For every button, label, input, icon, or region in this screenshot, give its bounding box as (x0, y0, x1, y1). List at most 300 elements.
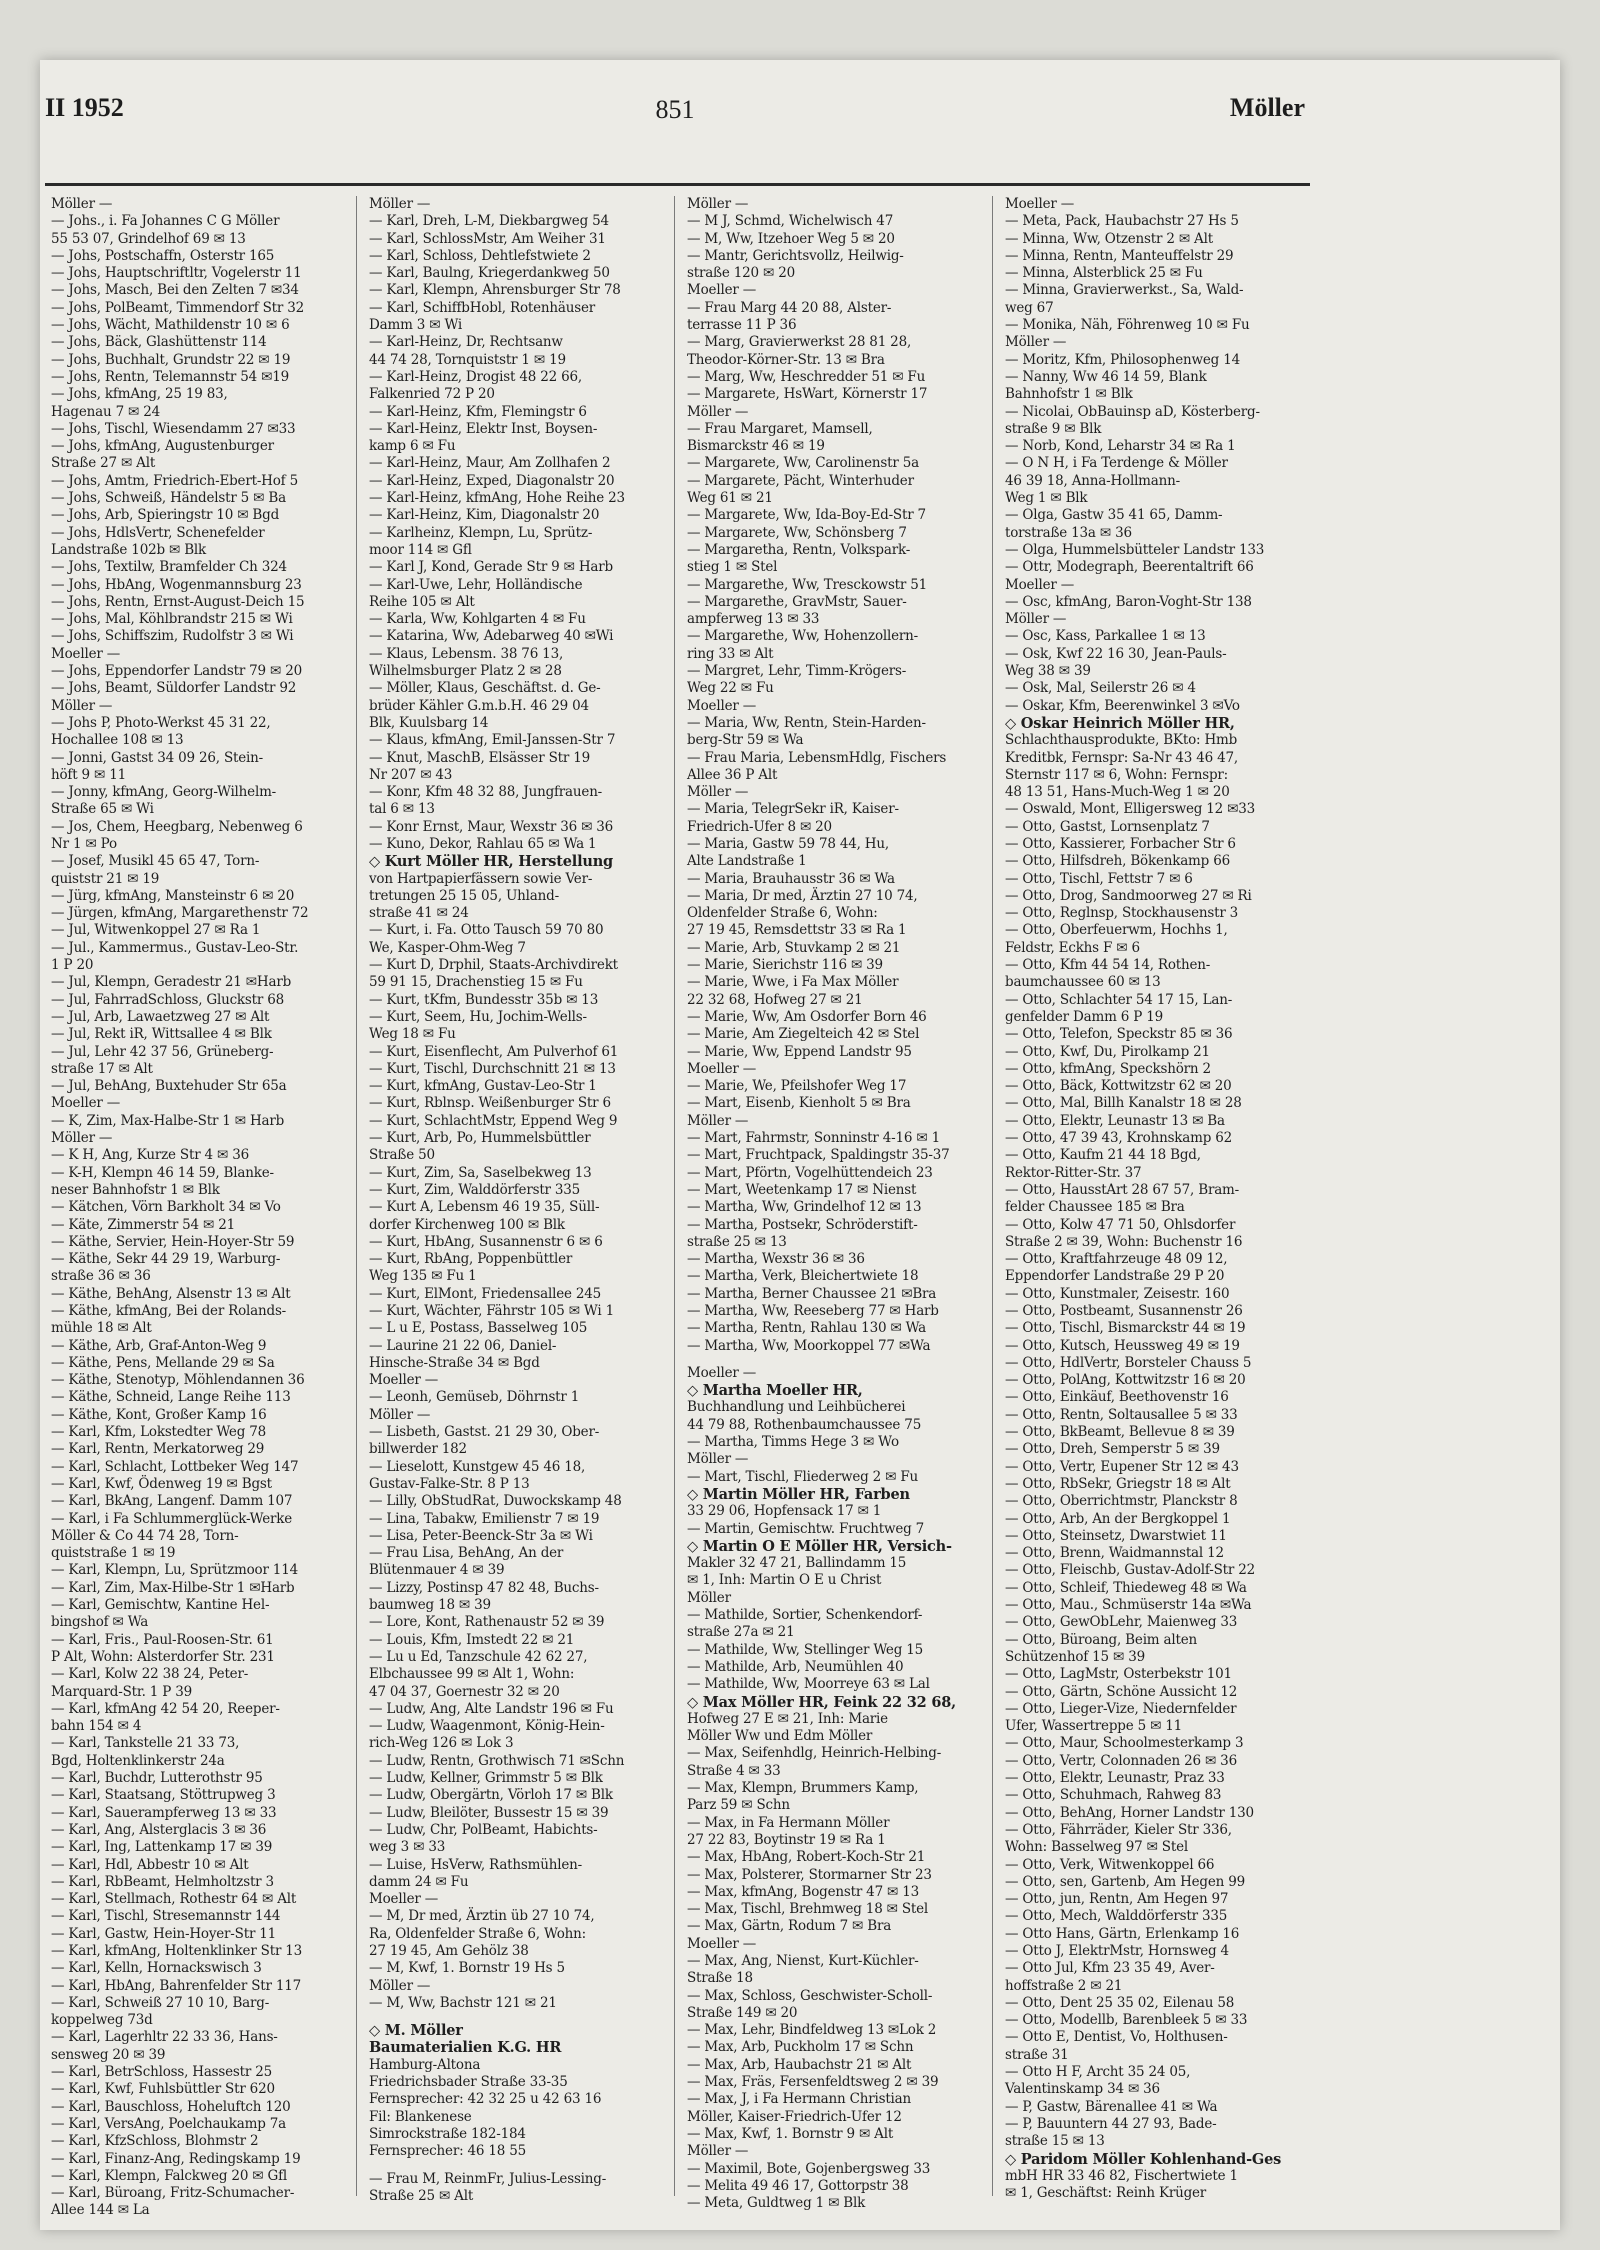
directory-entry: — Marie, Wwe, i Fa Max Möller (687, 974, 899, 991)
directory-entry: — Johs, Schiffszim, Rudolfstr 3 ✉ Wi (51, 628, 294, 645)
directory-entry: — Maria, Ww, Rentn, Stein-Harden- (687, 714, 926, 731)
directory-entry: Landstraße 102b ✉ Blk (51, 541, 207, 558)
directory-entry: — M, Ww, Bachstr 121 ✉ 21 (369, 1994, 557, 2011)
directory-entry: — Frau M, ReinmFr, Julius-Lessing- (369, 2170, 607, 2187)
directory-entry: — Otto Hans, Gärtn, Erlenkamp 16 (1005, 1925, 1240, 1942)
directory-entry: bahn 154 ✉ 4 (51, 1718, 142, 1735)
directory-entry: Ufer, Wassertreppe 5 ✉ 11 (1005, 1718, 1183, 1735)
directory-entry: — Karl, Schlacht, Lottbeker Weg 147 (51, 1458, 299, 1475)
directory-entry: Weg 18 ✉ Fu (369, 1026, 456, 1043)
directory-entry: Theodor-Körner-Str. 13 ✉ Bra (687, 351, 885, 368)
directory-entry: straße 120 ✉ 20 (687, 265, 795, 282)
directory-entry: — Käthe, Sekr 44 29 19, Warburg- (51, 1251, 281, 1268)
directory-entry: — Max, Tischl, Brehmweg 18 ✉ Stel (687, 1901, 929, 1918)
directory-entry: — Otto, Kraftfahrzeuge 48 09 12, (1005, 1251, 1228, 1268)
directory-entry: — Johs, Bäck, Glashüttenstr 114 (51, 334, 267, 351)
directory-entry: — Karl-Heinz, Kim, Diagonalstr 20 (369, 507, 600, 524)
directory-entry: — Max, J, i Fa Hermann Christian (687, 2091, 912, 2108)
directory-entry: — Kurt, Zim, Sa, Saselbekweg 13 (369, 1164, 592, 1181)
directory-entry: — Karl, SchlossMstr, Am Weiher 31 (369, 230, 606, 247)
directory-entry: — Käthe, Arb, Graf-Anton-Weg 9 (51, 1337, 267, 1354)
directory-entry: — Karla, Ww, Kohlgarten 4 ✉ Fu (369, 611, 586, 628)
directory-entry: Möller — (1005, 334, 1067, 351)
directory-entry: — Otto, Schleif, Thiedeweg 48 ✉ Wa (1005, 1579, 1247, 1596)
directory-entry: von Hartpapierfässern sowie Ver- (369, 870, 593, 887)
directory-entry: — Otto, Bäck, Kottwitzstr 62 ✉ 20 (1005, 1078, 1232, 1095)
directory-entry: — Mart, Pförtn, Vogelhüttendeich 23 (687, 1164, 933, 1181)
directory-entry: — Otto, Einkäuf, Beethovenstr 16 (1005, 1389, 1229, 1406)
directory-entry: — Margarete, Pächt, Winterhuder (687, 472, 914, 489)
directory-entry: — Kätchen, Vörn Barkholt 34 ✉ Vo (51, 1199, 281, 1216)
directory-entry: Hinsche-Straße 34 ✉ Bgd (369, 1354, 540, 1371)
directory-entry: Moeller — (687, 282, 757, 299)
directory-entry: — Jürg, kfmAng, Mansteinstr 6 ✉ 20 (51, 887, 295, 904)
directory-entry: Moeller — (51, 645, 121, 662)
directory-entry: genfelder Damm 6 P 19 (1005, 1008, 1164, 1025)
directory-entry: — Lieselott, Kunstgew 45 46 18, (369, 1458, 586, 1475)
directory-entry: — Otto, HdlVertr, Borsteler Chauss 5 (1005, 1354, 1252, 1371)
directory-entry: — Karl, Kfm, Lokstedter Weg 78 (51, 1424, 267, 1441)
directory-entry: ◇ Oskar Heinrich Möller HR, (1005, 714, 1235, 732)
directory-entry: Straße 4 ✉ 33 (687, 1762, 781, 1779)
directory-entry: Bgd, Holtenklinkerstr 24a (51, 1752, 225, 1769)
directory-entry: — Karl, Büroang, Fritz-Schumacher- (51, 2185, 295, 2202)
directory-entry: — Johs, Mal, Köhlbrandstr 215 ✉ Wi (51, 611, 293, 628)
directory-entry: kamp 6 ✉ Fu (369, 438, 456, 455)
directory-entry: — L u E, Postass, Basselweg 105 (369, 1320, 588, 1337)
directory-entry: Fernsprecher: 46 18 55 (369, 2143, 527, 2160)
directory-entry: — Karl-Heinz, Dr, Rechtsanw (369, 334, 563, 351)
directory-entry: — Kurt, ElMont, Friedensallee 245 (369, 1285, 602, 1302)
directory-entry: — Otto, Fleischb, Gustav-Adolf-Str 22 (1005, 1562, 1255, 1579)
directory-entry: — Otto, Brenn, Waidmannstal 12 (1005, 1545, 1224, 1562)
directory-entry: — Max, Arb, Haubachstr 21 ✉ Alt (687, 2056, 912, 2073)
directory-entry: — Kurt, kfmAng, Gustav-Leo-Str 1 (369, 1078, 597, 1095)
directory-entry: — M, Ww, Itzehoer Weg 5 ✉ 20 (687, 230, 895, 247)
directory-entry: Marquard-Str. 1 P 39 (51, 1683, 193, 1700)
directory-entry: — Oskar, Kfm, Beerenwinkel 3 ✉Vo (1005, 697, 1240, 714)
directory-entry: — Otto, Kwf, Du, Pirolkamp 21 (1005, 1043, 1210, 1060)
directory-entry: — Karl, kfmAng, Holtenklinker Str 13 (51, 1942, 303, 1959)
directory-entry: — Johs, HdlsVertr, Schenefelder (51, 524, 265, 541)
directory-entry: — Käthe, kfmAng, Bei der Rolands- (51, 1303, 287, 1319)
directory-entry: weg 3 ✉ 33 (369, 1839, 446, 1856)
directory-entry: Schlachthausprodukte, BKto: Hmb (1005, 732, 1238, 749)
directory-entry: Straße 2 ✉ 39, Wohn: Buchenstr 16 (1005, 1233, 1243, 1250)
directory-entry: Möller — (369, 196, 431, 212)
directory-entry: — Jonny, kfmAng, Georg-Wilhelm- (51, 784, 277, 801)
directory-entry: — Karl, Rentn, Merkatorweg 29 (51, 1441, 265, 1458)
directory-entry: — Kurt, SchlachtMstr, Eppend Weg 9 (369, 1112, 618, 1129)
directory-entry: Damm 3 ✉ Wi (369, 317, 463, 334)
directory-entry: — Max, Klempn, Brummers Kamp, (687, 1780, 919, 1797)
directory-entry: — Otto, Hilfsdreh, Bökenkamp 66 (1005, 853, 1230, 870)
directory-entry: — Karl, Dreh, L-M, Diekbargweg 54 (369, 213, 609, 230)
directory-entry: — Otto, Rentn, Soltausallee 5 ✉ 33 (1005, 1406, 1238, 1423)
directory-entry: — Mantr, Gerichtsvollz, Heilwig- (687, 247, 904, 264)
directory-entry: quiststraße 1 ✉ 19 (51, 1545, 176, 1562)
directory-entry: — Otto, Kfm 44 54 14, Rothen- (1005, 957, 1211, 974)
directory-entry: Straße 25 ✉ Alt (369, 2187, 474, 2204)
directory-entry: Valentinskamp 34 ✉ 36 (1005, 2081, 1160, 2098)
directory-entry: — Otto, Reglnsp, Stockhausenstr 3 (1005, 905, 1239, 922)
directory-entry: — Max, Polsterer, Stormarner Str 23 (687, 1866, 932, 1883)
directory-entry: 59 91 15, Drachenstieg 15 ✉ Fu (369, 974, 583, 991)
directory-entry: — Johs, Beamt, Süldorfer Landstr 92 (51, 680, 297, 697)
directory-entry: — Nicolai, ObBauinsp aD, Kösterberg- (1005, 403, 1260, 420)
directory-entry: — Karl, Schweiß 27 10 10, Barg- (51, 1994, 270, 2011)
directory-entry: höft 9 ✉ 11 (51, 766, 126, 783)
directory-entry: — Jos, Chem, Heegbarg, Nebenweg 6 (51, 818, 303, 835)
directory-entry: — Johs, Rentn, Telemannstr 54 ✉19 (51, 368, 290, 385)
directory-entry: Gustav-Falke-Str. 8 P 13 (369, 1475, 530, 1492)
directory-entry: — Frau Margaret, Mamsell, (687, 420, 873, 437)
directory-entry: — Otto, Mau., Schmüserstr 14a ✉Wa (1005, 1597, 1252, 1614)
directory-entry: — Otto, Elektr, Leunastr 13 ✉ Ba (1005, 1112, 1225, 1129)
directory-entry: mühle 18 ✉ Alt (51, 1320, 152, 1337)
directory-entry: — Meta, Guldtweg 1 ✉ Blk (687, 2195, 866, 2212)
directory-entry: — Johs, Textilw, Bramfelder Ch 324 (51, 559, 287, 576)
directory-entry: baumchaussee 60 ✉ 13 (1005, 974, 1161, 991)
directory-entry: — Otto J, ElektrMstr, Hornsweg 4 (1005, 1942, 1229, 1959)
directory-columns (45, 196, 1310, 2219)
directory-entry: — Maria, Dr med, Ärztin 27 10 74, (687, 887, 918, 904)
directory-entry: — Margarete, Ww, Carolinenstr 5a (687, 455, 919, 472)
directory-entry: — Kurt, Eisenflecht, Am Pulverhof 61 (369, 1043, 619, 1060)
directory-entry: — Otto, Schlachter 54 17 15, Lan- (1005, 991, 1233, 1008)
directory-entry: ampferweg 13 ✉ 33 (687, 611, 820, 628)
directory-entry: — Johs., i. Fa Johannes C G Möller (51, 213, 280, 230)
directory-entry: weg 67 (1005, 299, 1054, 316)
directory-entry: — Otto, Maur, Schoolmesterkamp 3 (1005, 1735, 1244, 1752)
directory-entry: — Lisbeth, Gastst. 21 29 30, Ober- (369, 1424, 600, 1441)
directory-entry: — Martha, Ww, Reeseberg 77 ✉ Harb (687, 1303, 939, 1319)
directory-entry: ◇ Martin Möller HR, Farben (687, 1485, 910, 1503)
volume-year: II 1952 (45, 93, 124, 122)
directory-entry: — Otto, Vertr, Eupener Str 12 ✉ 43 (1005, 1458, 1239, 1475)
directory-entry: Moeller — (1005, 196, 1075, 212)
directory-entry: — Ludw, Waagenmont, König-Hein- (369, 1718, 605, 1735)
directory-entry: Moeller — (687, 1364, 757, 1381)
directory-entry: straße 31 (1005, 2046, 1069, 2063)
directory-entry: ◇ M. Möller (369, 2022, 463, 2040)
directory-entry: Weg 135 ✉ Fu 1 (369, 1268, 477, 1285)
directory-entry: straße 41 ✉ 24 (369, 905, 469, 922)
directory-entry: — Otto, Schuhmach, Rahweg 83 (1005, 1787, 1222, 1804)
directory-entry: straße 27a ✉ 21 (687, 1624, 795, 1641)
directory-entry: hoffstraße 2 ✉ 21 (1005, 1977, 1123, 1994)
directory-entry: — Minna, Gravierwerkst., Sa, Wald- (1005, 282, 1244, 299)
directory-entry: — Karl-Uwe, Lehr, Holländische (369, 576, 583, 593)
directory-entry: — Kurt D, Drphil, Staats-Archivdirekt (369, 957, 618, 974)
directory-entry: 44 74 28, Tornquiststr 1 ✉ 19 (369, 351, 566, 368)
directory-entry (369, 2161, 668, 2171)
directory-entry: — Karl, Schloss, Dehtlefstwiete 2 (369, 247, 591, 264)
directory-entry: Moeller — (687, 1060, 757, 1077)
directory-entry: — Otto, Lieger-Vize, Niedernfelder (1005, 1700, 1237, 1717)
directory-entry: — Mart, Tischl, Fliederweg 2 ✉ Fu (687, 1468, 919, 1485)
directory-entry: Wohn: Basselweg 97 ✉ Stel (1005, 1839, 1188, 1856)
directory-entry: — Kurt, Rblnsp. Weißenburger Str 6 (369, 1095, 611, 1112)
directory-entry: — M, Kwf, 1. Bornstr 19 Hs 5 (369, 1960, 565, 1977)
directory-entry: Nr 207 ✉ 43 (369, 766, 453, 783)
directory-entry: moor 114 ✉ Gfl (369, 541, 472, 558)
directory-entry: — Margarete, HsWart, Körnerstr 17 (687, 386, 928, 403)
directory-entry: — Kurt, Arb, Po, Hummelsbüttler (369, 1130, 591, 1147)
directory-entry: — Otto, Kutsch, Heussweg 49 ✉ 19 (1005, 1337, 1240, 1354)
directory-entry: — Karl, Finanz-Ang, Redingskamp 19 (51, 2150, 301, 2167)
directory-entry: — Karl, i Fa Schlummerglück-Werke (51, 1510, 293, 1527)
directory-entry: — Mart, Eisenb, Kienholt 5 ✉ Bra (687, 1095, 911, 1112)
directory-entry: brüder Kähler G.m.b.H. 46 29 04 (369, 697, 589, 714)
directory-entry: — Karl, Baulng, Kriegerdankweg 50 (369, 265, 610, 282)
directory-entry: — O N H, i Fa Terdenge & Möller (1005, 455, 1228, 472)
directory-entry: — Max, HbAng, Robert-Koch-Str 21 (687, 1849, 926, 1866)
directory-entry: — Lisa, Peter-Beenck-Str 3a ✉ Wi (369, 1527, 593, 1544)
directory-entry: — Johs, Buchhalt, Grundstr 22 ✉ 19 (51, 351, 291, 368)
directory-entry: Möller — (687, 1451, 749, 1468)
directory-entry: — Karl, Staatsang, Stöttrupweg 3 (51, 1787, 276, 1804)
directory-entry: — Ottr, Modegraph, Beerentaltrift 66 (1005, 559, 1254, 576)
directory-entry: 27 19 45, Remsdettstr 33 ✉ Ra 1 (687, 922, 907, 939)
directory-entry: ring 33 ✉ Alt (687, 645, 774, 662)
directory-entry: — Margarethe, Ww, Tresckowstr 51 (687, 576, 928, 593)
directory-entry: — Max, kfmAng, Bogenstr 47 ✉ 13 (687, 1883, 920, 1900)
directory-entry: — Johs P, Photo-Werkst 45 31 22, (51, 714, 271, 731)
directory-entry: — Mathilde, Ww, Stellinger Weg 15 (687, 1641, 924, 1658)
directory-entry: — Johs, Eppendorfer Landstr 79 ✉ 20 (51, 663, 303, 680)
directory-entry: — Karl, Buchdr, Lutterothstr 95 (51, 1770, 263, 1787)
directory-entry: — Max, Arb, Puckholm 17 ✉ Schn (687, 2039, 914, 2056)
directory-entry: — Kurt, Seem, Hu, Jochim-Wells- (369, 1008, 587, 1025)
directory-entry: straße 17 ✉ Alt (51, 1060, 153, 1077)
directory-entry: — K, Zim, Max-Halbe-Str 1 ✉ Harb (51, 1112, 285, 1129)
directory-entry: — Klaus, Lebensm. 38 76 13, (369, 645, 564, 662)
directory-entry: Moeller — (369, 1372, 439, 1389)
directory-entry: — Otto, BkBeamt, Bellevue 8 ✉ 39 (1005, 1424, 1235, 1441)
directory-entry: — Karl, HbAng, Bahrenfelder Str 117 (51, 1977, 302, 1994)
directory-entry: stieg 1 ✉ Stel (687, 559, 778, 576)
directory-entry: torstraße 13a ✉ 36 (1005, 524, 1132, 541)
directory-entry: — Johs, Arb, Spieringstr 10 ✉ Bgd (51, 507, 280, 524)
directory-entry: straße 36 ✉ 36 (51, 1268, 151, 1285)
directory-entry: terrasse 11 P 36 (687, 317, 797, 334)
directory-entry: — Marie, Ww, Eppend Landstr 95 (687, 1043, 912, 1060)
directory-entry: — Otto, Dreh, Semperstr 5 ✉ 39 (1005, 1441, 1220, 1458)
directory-entry: — Max, Lehr, Bindfeldweg 13 ✉Lok 2 (687, 2022, 937, 2039)
directory-entry: — Osc, kfmAng, Baron-Voght-Str 138 (1005, 593, 1252, 610)
directory-entry: — Otto, Dent 25 35 02, Eilenau 58 (1005, 1994, 1235, 2011)
directory-entry: — Luise, HsVerw, Rathsmühlen- (369, 1856, 582, 1873)
directory-entry: — Jonni, Gastst 34 09 26, Stein- (51, 749, 263, 766)
directory-entry: — Jul., Kammermus., Gustav-Leo-Str. (51, 939, 299, 956)
directory-entry: — Otto, Gastst, Lornsenplatz 7 (1005, 818, 1210, 835)
directory-entry: — Otto, Verk, Witwenkoppel 66 (1005, 1856, 1215, 1873)
page-number: 851 (655, 95, 695, 124)
directory-entry: We, Kasper-Ohm-Weg 7 (369, 939, 526, 956)
directory-entry: — Laurine 21 22 06, Daniel- (369, 1337, 557, 1354)
directory-entry: — Johs, Wächt, Mathildenstr 10 ✉ 6 (51, 317, 290, 334)
directory-entry: Alte Landstraße 1 (687, 853, 807, 870)
directory-entry: Sternstr 117 ✉ 6, Wohn: Fernspr: (1005, 766, 1228, 783)
directory-entry: — Karlheinz, Klempn, Lu, Sprütz- (369, 524, 593, 541)
directory-entry: tretungen 25 15 05, Uhland- (369, 887, 559, 904)
directory-entry: — Mart, Fruchtpack, Spaldingstr 35-37 (687, 1147, 950, 1164)
directory-entry: Blk, Kuulsbarg 14 (369, 714, 489, 731)
directory-entry: straße 25 ✉ 13 (687, 1233, 787, 1250)
directory-entry: — Martha, Wexstr 36 ✉ 36 (687, 1251, 865, 1268)
directory-entry: — Johs, kfmAng, Augustenburger (51, 438, 274, 455)
running-title: Möller (1229, 93, 1305, 122)
directory-entry: — Johs, Schweiß, Händelstr 5 ✉ Ba (51, 490, 286, 507)
directory-entry: — Johs, PolBeamt, Timmendorf Str 32 (51, 299, 305, 316)
directory-entry: 55 53 07, Grindelhof 69 ✉ 13 (51, 230, 246, 247)
column-3 (681, 196, 993, 2212)
directory-entry: — Marie, Sierichstr 116 ✉ 39 (687, 957, 883, 974)
directory-entry: sensweg 20 ✉ 39 (51, 2046, 166, 2063)
directory-entry: neser Bahnhofstr 1 ✉ Blk (51, 1181, 220, 1198)
directory-entry: — Kurt, tKfm, Bundesstr 35b ✉ 13 (369, 991, 599, 1008)
directory-entry: Hofweg 27 E ✉ 21, Inh: Marie (687, 1710, 888, 1727)
directory-entry: ◇ Kurt Möller HR, Herstellung (369, 853, 613, 871)
directory-entry (687, 1355, 986, 1365)
directory-entry: ✉ 1, Inh: Martin O E u Christ (687, 1572, 882, 1589)
directory-entry: — Konr Ernst, Maur, Wexstr 36 ✉ 36 (369, 818, 614, 835)
column-4 (999, 196, 1310, 2202)
directory-entry: rich-Weg 126 ✉ Lok 3 (369, 1735, 514, 1752)
directory-entry: — Mart, Weetenkamp 17 ✉ Nienst (687, 1181, 917, 1198)
directory-entry: — Otto, Kolw 47 71 50, Ohlsdorfer (1005, 1216, 1236, 1233)
directory-entry: — Max, Ang, Nienst, Kurt-Küchler- (687, 1952, 919, 1969)
directory-entry: — Frau Marg 44 20 88, Alster- (687, 299, 892, 316)
directory-entry: Moeller — (51, 1095, 121, 1112)
directory-entry: — Karl, Ang, Alsterglacis 3 ✉ 36 (51, 1821, 267, 1838)
directory-entry: Eppendorfer Landstraße 29 P 20 (1005, 1268, 1225, 1285)
directory-entry: — Martha, Timms Hege 3 ✉ Wo (687, 1434, 899, 1451)
directory-entry: Hochallee 108 ✉ 13 (51, 732, 184, 749)
directory-entry: — Karl, Sauerampferweg 13 ✉ 33 (51, 1804, 277, 1821)
directory-entry: — Mathilde, Sortier, Schenkendorf- (687, 1607, 923, 1624)
directory-entry: — Otto, sen, Gartenb, Am Hegen 99 (1005, 1873, 1246, 1890)
directory-entry: — Max, Schloss, Geschwister-Scholl- (687, 1987, 933, 2004)
directory-entry: Möller (687, 1589, 731, 1606)
column-2 (363, 196, 675, 2204)
directory-entry: — Otto, Telefon, Speckstr 85 ✉ 36 (1005, 1026, 1233, 1043)
directory-entry: — Möller, Klaus, Geschäftst. d. Ge- (369, 680, 601, 697)
directory-entry: — Kurt, Zim, Walddörferstr 335 (369, 1181, 581, 1198)
directory-entry: — Otto, PolAng, Kottwitzstr 16 ✉ 20 (1005, 1372, 1246, 1389)
directory-entry: Hamburg-Altona (369, 2056, 481, 2073)
directory-entry: — Otto, Kaufm 21 44 18 Bgd, (1005, 1147, 1201, 1164)
directory-entry: — Frau Lisa, BehAng, An der (369, 1545, 564, 1562)
directory-entry: — Karl, Tischl, Stresemannstr 144 (51, 1908, 281, 1925)
directory-entry: — Karl, kfmAng 42 54 20, Reeper- (51, 1700, 280, 1717)
directory-entry: P Alt, Wohn: Alsterdorfer Str. 231 (51, 1648, 275, 1665)
directory-entry: Parz 59 ✉ Schn (687, 1797, 790, 1814)
directory-entry: — Kurt, HbAng, Susannenstr 6 ✉ 6 (369, 1233, 603, 1250)
directory-entry: — Otto, Kassierer, Forbacher Str 6 (1005, 835, 1236, 852)
directory-entry: Allee 36 P Alt (687, 766, 778, 783)
directory-entry: — Maria, Brauhausstr 36 ✉ Wa (687, 870, 895, 887)
directory-entry: Falkenried 72 P 20 (369, 386, 495, 403)
directory-entry: mbH HR 33 46 82, Fischertwiete 1 (1005, 2167, 1238, 2184)
directory-entry: ✉ 1, Geschäftst: Reinh Krüger (1005, 2185, 1207, 2202)
directory-entry: — Karl J, Kond, Gerade Str 9 ✉ Harb (369, 559, 613, 576)
directory-entry: — Käthe, Pens, Mellande 29 ✉ Sa (51, 1354, 275, 1371)
directory-entry: — Karl, Hdl, Abbestr 10 ✉ Alt (51, 1856, 249, 1873)
directory-entry: — Otto, HausstArt 28 67 57, Bram- (1005, 1181, 1240, 1198)
directory-entry: — Kuno, Dekor, Rahlau 65 ✉ Wa 1 (369, 835, 597, 852)
directory-entry: — Max, in Fa Hermann Möller (687, 1814, 890, 1831)
directory-entry: Wilhelmsburger Platz 2 ✉ 28 (369, 663, 562, 680)
directory-entry: Weg 22 ✉ Fu (687, 680, 774, 697)
directory-entry: — Konr, Kfm 48 32 88, Jungfrauen- (369, 784, 603, 801)
directory-entry: — Ludw, Ang, Alte Landstr 196 ✉ Fu (369, 1700, 614, 1717)
directory-entry: — M, Dr med, Ärztin üb 27 10 74, (369, 1908, 595, 1925)
directory-entry: — Otto, Mech, Walddörferstr 335 (1005, 1908, 1228, 1925)
directory-entry: — P, Bauuntern 44 27 93, Bade- (1005, 2115, 1217, 2132)
directory-entry: — Karl-Heinz, Maur, Am Zollhafen 2 (369, 455, 611, 472)
directory-entry: — Karl, Kwf, Ödenweg 19 ✉ Bgst (51, 1475, 272, 1492)
directory-entry: Blütenmauer 4 ✉ 39 (369, 1562, 505, 1579)
directory-entry: — Johs, Rentn, Ernst-August-Deich 15 (51, 593, 305, 610)
directory-entry: Weg 61 ✉ 21 (687, 490, 773, 507)
directory-entry: — Karl, RbBeamt, Helmholtzstr 3 (51, 1873, 274, 1890)
directory-entry: felder Chaussee 185 ✉ Bra (1005, 1199, 1185, 1216)
directory-entry: — Karl, Kelln, Hornackswisch 3 (51, 1960, 262, 1977)
directory-entry: — Josef, Musikl 45 65 47, Torn- (51, 853, 260, 870)
directory-entry: — Osc, Kass, Parkallee 1 ✉ 13 (1005, 628, 1206, 645)
directory-entry: Möller — (51, 196, 113, 212)
directory-entry: — Lore, Kont, Rathenaustr 52 ✉ 39 (369, 1614, 605, 1631)
directory-entry: 27 19 45, Am Gehölz 38 (369, 1942, 529, 1959)
directory-entry: berg-Str 59 ✉ Wa (687, 732, 804, 749)
directory-entry: — Otto E, Dentist, Vo, Holthusen- (1005, 2029, 1228, 2046)
directory-entry: — Otto, Gärtn, Schöne Aussicht 12 (1005, 1683, 1238, 1700)
directory-entry: — Kurt A, Lebensm 46 19 35, Süll- (369, 1199, 600, 1216)
directory-entry: — M J, Schmd, Wichelwisch 47 (687, 213, 894, 230)
directory-entry: — Lizzy, Postinsp 47 82 48, Buchs- (369, 1579, 599, 1596)
directory-entry: — Otto, GewObLehr, Maienweg 33 (1005, 1614, 1238, 1631)
directory-entry: — Karl, Kwf, Fuhlsbüttler Str 620 (51, 2081, 275, 2098)
directory-entry: — Karl, VersAng, Poelchaukamp 7a (51, 2115, 286, 2132)
directory-entry: — Karl, Kolw 22 38 24, Peter- (51, 1666, 249, 1683)
directory-entry: — Olga, Gastw 35 41 65, Damm- (1005, 507, 1223, 524)
directory-entry: — Otto, Kunstmaler, Zeisestr. 160 (1005, 1285, 1230, 1302)
directory-entry: — Leonh, Gemüseb, Döhrnstr 1 (369, 1389, 580, 1406)
directory-entry: — Ludw, Obergärtn, Vörloh 17 ✉ Blk (369, 1787, 613, 1804)
directory-entry: — Monika, Näh, Föhrenweg 10 ✉ Fu (1005, 317, 1250, 334)
directory-entry: 47 04 37, Goernestr 32 ✉ 20 (369, 1683, 560, 1700)
directory-entry: — K-H, Klempn 46 14 59, Blanke- (51, 1164, 274, 1181)
directory-entry: — Jul, Rekt iR, Wittsallee 4 ✉ Blk (51, 1026, 272, 1043)
directory-entry: — Karl, KfzSchloss, Blohmstr 2 (51, 2133, 259, 2150)
directory-entry: Simrockstraße 182-184 (369, 2125, 526, 2142)
directory-entry: Möller — (687, 2143, 749, 2160)
directory-entry: Möller — (687, 1112, 749, 1129)
directory-entry: — Minna, Ww, Otzenstr 2 ✉ Alt (1005, 230, 1213, 247)
directory-entry: — Otto, kfmAng, Speckshörn 2 (1005, 1060, 1211, 1077)
directory-entry: Reihe 105 ✉ Alt (369, 593, 475, 610)
directory-entry: Friedrichsbader Straße 33-35 (369, 2074, 568, 2091)
directory-entry: — Meta, Pack, Haubachstr 27 Hs 5 (1005, 213, 1239, 230)
directory-entry: Straße 27 ✉ Alt (51, 455, 156, 472)
directory-entry: — Jul, FahrradSchloss, Gluckstr 68 (51, 991, 284, 1008)
directory-entry: — Martha, Verk, Bleichertwiete 18 (687, 1268, 919, 1285)
directory-entry: Moeller — (687, 1935, 757, 1952)
directory-entry: — Marg, Gravierwerkst 28 81 28, (687, 334, 912, 351)
directory-entry: Buchhandlung und Leihbücherei (687, 1399, 906, 1416)
